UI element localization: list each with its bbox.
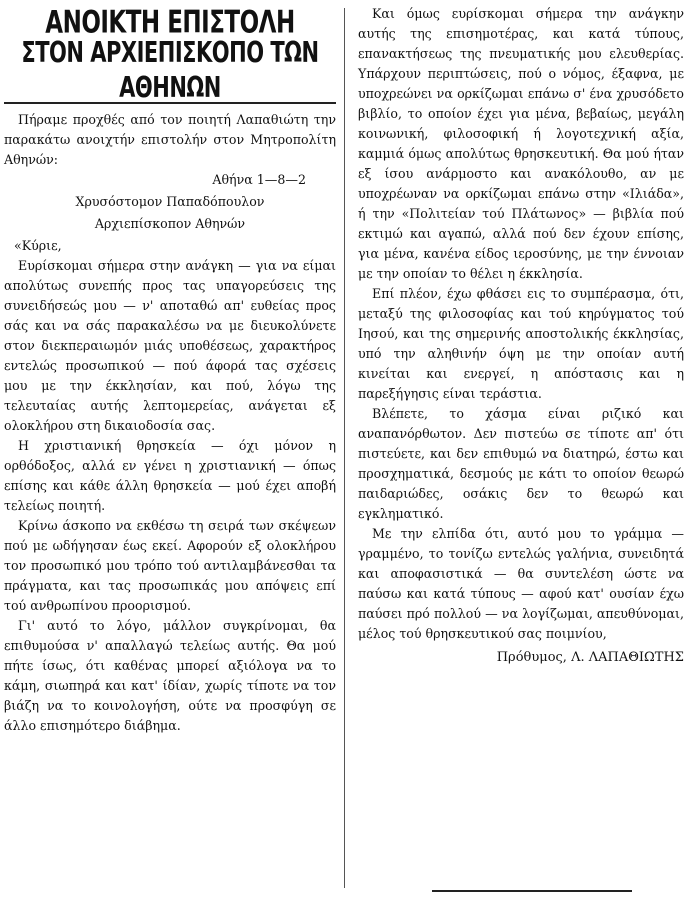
body-paragraph: Με την ελπίδα ότι, αυτό μου το γράμμα — γραμμένο, το τονίζω εντελώς γαλήνια, συνειδητά και αποφασιστικά — θα συντελέση ώστε να παύσω και κατά τύπους — αφού κατ' ουσίαν έχω παύσει πρό πολλού — να λογίζωμαι, απευθύνομαι, μέλος τού θρησκευτικού σας ποιμνίου, bbox=[358, 526, 684, 641]
left-column bbox=[4, 4, 336, 736]
column-divider bbox=[344, 8, 345, 888]
body-paragraph: Βλέπετε, το χάσμα είναι ριζικό και αναπανόρθωτον. Δεν πιστεύω σε τίποτε απ' ότι πιστεύετε, και δεν επιθυμώ να διατηρώ, έστω και προσχηματικά, δεσμούς με κάτι το οποίον θεωρώ παιδαριώδες, οσάκις δεν το θεωρώ και εγκληματικό. bbox=[358, 406, 684, 521]
addressee-name: Χρυσόστομον Παπαδόπουλον bbox=[75, 194, 265, 209]
body-paragraph: Επί πλέον, έχω φθάσει εις το συμπέρασμα, ότι, μεταξύ της φιλοσοφίας και τού κηρύγματος τού Ιησού, και της σημερινής αποστολικής έκκλησίας, υπό την αληθινήν όψη με την οποίαν αυτή κινείται και ενεργεί, η απόστασις και η παρεξήγησις είναι τεράστια. bbox=[358, 286, 684, 401]
end-rule bbox=[432, 890, 632, 892]
body-paragraph: Ευρίσκομαι σήμερα στην ανάγκη — για να είμαι απολύτως συνεπής προς τας υπαγορεύσεις της συνειδήσεώς μου — ν' αποταθώ απ' ευθείας προς σάς και να σάς παρακαλέσω να με διευκολύνετε στον διεκπεραιωμόν μιάς υποθέσεως, χαρακτήρος εντελώς προσωπικού — πού άφορά τας σχέσεις μου με την έκκλησίαν, και πού, λόγω της τελευταίας αυτής λεπτομερείας, ανάγεται εξ ολοκλήρου στη δικαιοδοσία σας. bbox=[4, 258, 336, 433]
headline-line-1: ΑΝΟΙΚΤΗ ΕΠΙΣΤΟΛΗ bbox=[45, 5, 295, 41]
salutation: «Κύριε, bbox=[14, 238, 62, 253]
addressee-title: Αρχιεπίσκοπον Αθηνών bbox=[94, 216, 246, 231]
body-paragraph: Και όμως ευρίσκομαι σήμερα την ανάγκην αυτής της επισημοτέρας, και κατά τύπους, επανακτήσεως της πνευματικής μου ελευθερίας. Υπάρχουν περιπτώσεις, πού ο νόμος, έξαφνα, με υποχρεώνει να ορκίζωμαι επάνω σ' ένα χρυσόδετο βιβλίο, το οποίον έχει για μένα, βεβαίως, μεγάλη κοινωνική, φιλοσοφική ή λογοτεχνική αξία, καμμιά όμως απολύτως θρησκευτική. Θα μού ήταν εξ ίσου ανάρμοστο και ανακόλουθο, αν με υποχρέωναν να ορκίζωμαι επάνω στην «Ιλιάδα», ή την «Πολιτείαν τού Πλάτωνος» — βιβλία πού εκτιμώ και αγαπώ, αλλά πού δεν έχουν επίσης, για μένα, κανένα είδος ιεροσύνης, με την έννοιαν με την οποίαν το θέλει η έκκλησία. bbox=[358, 6, 684, 281]
signature: Πρόθυμος, Λ. ΛΑΠΑΘΙΩΤΗΣ bbox=[496, 650, 684, 665]
body-paragraph: Κρίνω άσκοπο να εκθέσω τη σειρά των σκέψεων πού με ωδήγησαν έως εκεί. Αφορούν εξ ολοκλήρου τον προσωπικό μου τρόπο τού αντιλαμβάνεσθαι τα πράγματα, και τας προσωπικάς μου απόψεις επί τού ανθρωπίνου προορισμού. bbox=[4, 518, 336, 613]
body-paragraph: Η χριστιανική θρησκεία — όχι μόνον η ορθόδοξος, αλλά εν γένει η χριστιανική — όπως επίσης και κάθε άλλη θρησκεία — μού έχει αποβή τελείως ποιητή. bbox=[4, 438, 336, 513]
intro-paragraph: Πήραμε προχθές από τον ποιητή Λαπαθιώτη την παρακάτω ανοιχτήν επιστολήν στον Μητροπολίτη Αθηνών: bbox=[4, 112, 336, 167]
dateline: Αθήνα 1—8—2 bbox=[212, 172, 306, 187]
right-column bbox=[358, 4, 684, 668]
body-paragraph: Γι' αυτό το λόγο, μάλλον συγκρίνομαι, θα επιθυμούσα ν' απαλλαγώ τελείως αυτής. Θα μού πήτε ίσως, ότι καθένας μπορεί αξιόλογα να το κάμη, σιωπηρά και κατ' ίδίαν, χωρίς τίποτε να τον βιάζη να το κοινολογήση, ούτε να προσφύγη σε άλλο επισημότερο διάβημα. bbox=[4, 618, 336, 733]
headline-line-2: ΣΤΟΝ ΑΡΧΙΕΠΙΣΚΟΠΟ ΤΩΝ ΑΘΗΝΩΝ bbox=[21, 36, 319, 104]
